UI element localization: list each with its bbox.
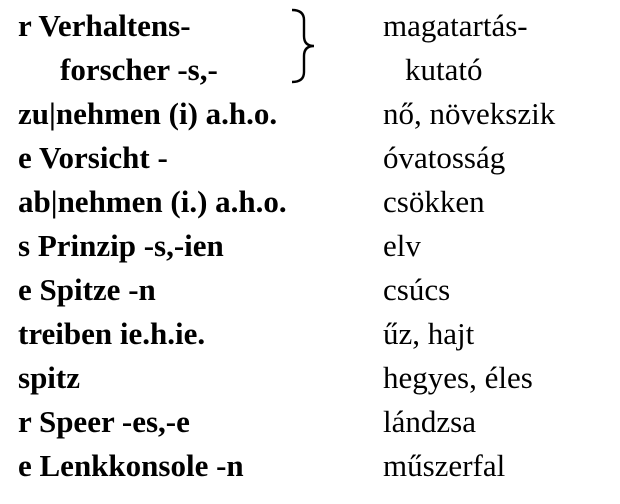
- vocab-row: [0, 94, 620, 134]
- vocab-row: [0, 182, 620, 222]
- vocab-row: [0, 358, 620, 398]
- vocab-row: [0, 270, 620, 310]
- hungarian-translation: óvatosság: [383, 140, 506, 175]
- hungarian-translation: lándzsa: [383, 404, 476, 439]
- vocab-row: [0, 50, 620, 90]
- hungarian-translation: nő, növekszik: [383, 96, 556, 131]
- german-term: treiben ie.h.ie.: [18, 316, 206, 351]
- vocab-row: [0, 6, 620, 46]
- german-term: r Verhaltens-: [18, 8, 191, 43]
- hungarian-translation: csúcs: [383, 272, 451, 307]
- hungarian-translation: kutató: [405, 52, 483, 87]
- german-term: s Prinzip -s,-ien: [18, 228, 224, 263]
- hungarian-translation: magatartás-: [383, 8, 528, 43]
- german-term: e Vorsicht -: [18, 140, 168, 175]
- vocab-row: [0, 402, 620, 442]
- hungarian-translation: űz, hajt: [383, 316, 475, 351]
- vocab-row: [0, 226, 620, 266]
- german-term: e Lenkkonsole -n: [18, 448, 244, 483]
- german-term: spitz: [18, 360, 80, 395]
- hungarian-translation: csökken: [383, 184, 485, 219]
- german-term: forscher -s,-: [60, 52, 218, 87]
- vocab-row: [0, 314, 620, 354]
- vocab-row: [0, 138, 620, 178]
- hungarian-translation: műszerfal: [383, 448, 506, 483]
- hungarian-translation: hegyes, éles: [383, 360, 533, 395]
- german-term: r Speer -es,-e: [18, 404, 190, 439]
- german-term: ab|nehmen (i.) a.h.o.: [18, 184, 287, 219]
- hungarian-translation: elv: [383, 228, 421, 263]
- german-term: e Spitze -n: [18, 272, 156, 307]
- vocab-row: [0, 446, 620, 486]
- german-term: zu|nehmen (i) a.h.o.: [18, 96, 278, 131]
